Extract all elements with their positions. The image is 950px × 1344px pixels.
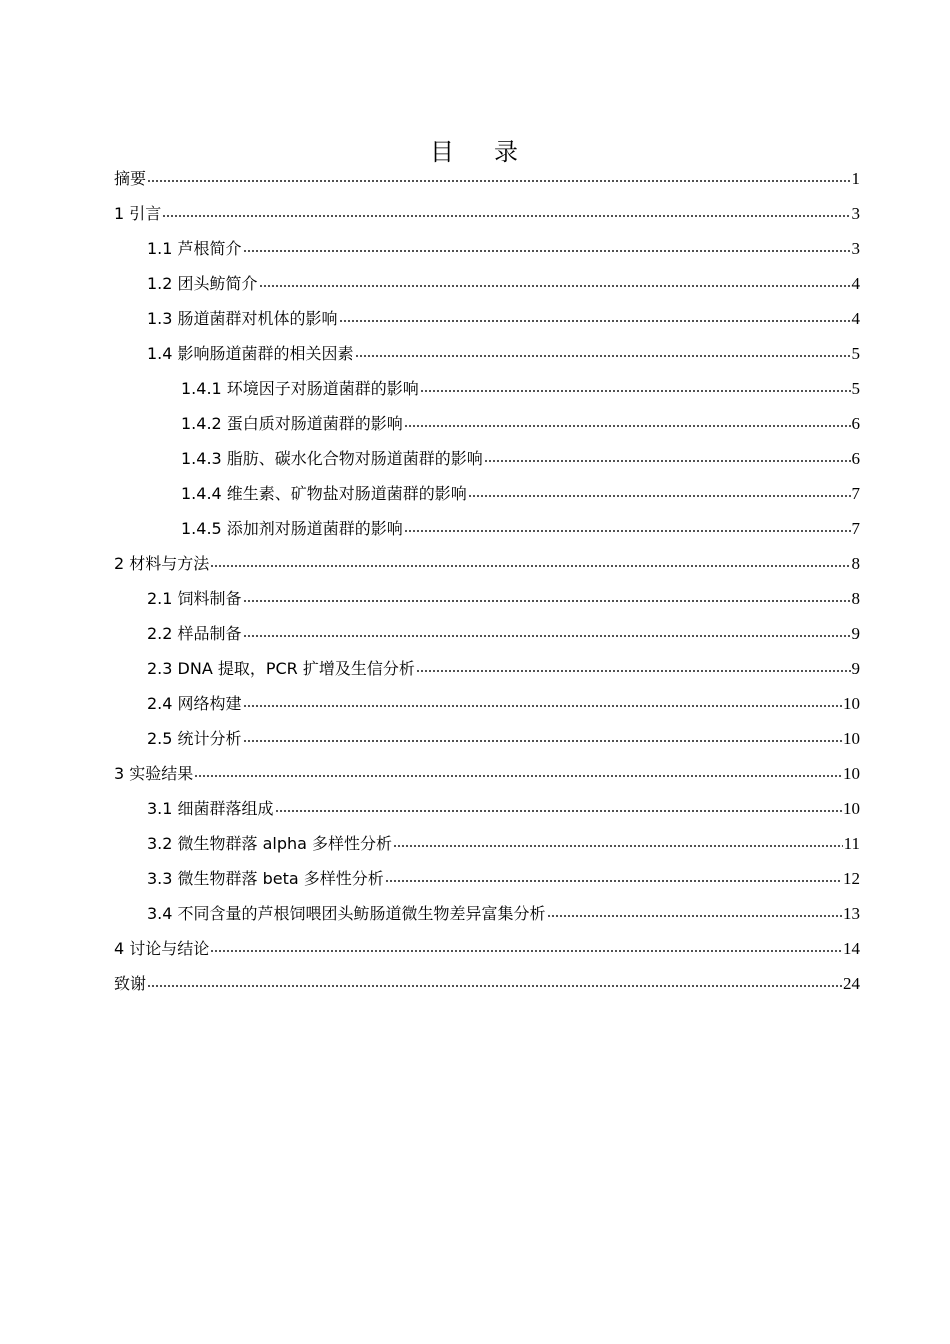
toc-entry-label: 1 引言 (114, 204, 162, 223)
toc-dot-leader (355, 354, 851, 358)
toc-entry[interactable] (114, 270, 860, 305)
toc-dot-leader (420, 389, 851, 393)
toc-entry-label: 2.4 网络构建 (147, 694, 242, 713)
toc-entry[interactable] (114, 550, 860, 585)
toc-dot-leader (547, 914, 842, 918)
toc-entry-label: 2 材料与方法 (114, 554, 210, 573)
toc-dot-leader (162, 214, 850, 218)
toc-entry-page-number: 12 (843, 869, 860, 888)
toc-entry[interactable] (114, 585, 860, 620)
toc-entry-page-number: 3 (851, 204, 860, 223)
toc-dot-leader (404, 424, 851, 428)
toc-entry-label: 1.4.4 维生素、矿物盐对肠道菌群的影响 (181, 484, 467, 503)
toc-entry[interactable] (114, 200, 860, 235)
toc-entry-label: 2.1 饲料制备 (147, 589, 242, 608)
toc-entry-label: 1.2 团头鲂简介 (147, 274, 258, 293)
toc-entry[interactable] (114, 655, 860, 690)
toc-dot-leader (194, 774, 842, 778)
toc-entry-label: 1.3 肠道菌群对机体的影响 (147, 309, 338, 328)
toc-entry-label: 3.4 不同含量的芦根饲喂团头鲂肠道微生物差异富集分析 (147, 904, 546, 923)
toc-entry-page-number: 6 (851, 414, 860, 433)
toc-entry-label: 致谢 (114, 974, 147, 993)
toc-entry-page-number: 5 (851, 344, 860, 363)
toc-entry[interactable] (114, 970, 860, 1005)
toc-entry-label: 4 讨论与结论 (114, 939, 210, 958)
toc-entry-page-number: 6 (851, 449, 860, 468)
toc-entry-page-number: 9 (851, 659, 860, 678)
toc-entry-label: 2.2 样品制备 (147, 624, 242, 643)
toc-entry-page-number: 7 (851, 519, 860, 538)
toc-dot-leader (259, 284, 851, 288)
toc-entry[interactable] (114, 445, 860, 480)
toc-entry-page-number: 10 (843, 694, 860, 713)
toc-entry[interactable] (114, 935, 860, 970)
toc-entry[interactable] (114, 795, 860, 830)
toc-entry[interactable] (114, 480, 860, 515)
toc-entry-page-number: 10 (843, 799, 860, 818)
toc-dot-leader (243, 249, 851, 253)
toc-dot-leader (210, 949, 842, 953)
toc-entry-page-number: 1 (851, 169, 860, 188)
toc-dot-leader (243, 739, 842, 743)
toc-dot-leader (147, 179, 850, 183)
toc-dot-leader (275, 809, 842, 813)
toc-entry[interactable] (114, 865, 860, 900)
toc-entry-label: 摘要 (114, 169, 147, 188)
toc-entry[interactable] (114, 690, 860, 725)
toc-dot-leader (416, 669, 851, 673)
toc-title (0, 135, 950, 169)
toc-dot-leader (339, 319, 851, 323)
toc-entry-label: 1.4.3 脂肪、碳水化合物对肠道菌群的影响 (181, 449, 483, 468)
toc-title-left: 目 (430, 138, 456, 166)
toc-dot-leader (393, 844, 843, 848)
toc-entry-label: 1.4.2 蛋白质对肠道菌群的影响 (181, 414, 403, 433)
toc-entry-page-number: 4 (851, 309, 860, 328)
toc-entry[interactable] (114, 725, 860, 760)
toc-dot-leader (385, 879, 842, 883)
toc-dot-leader (243, 599, 851, 603)
toc-entry[interactable] (114, 375, 860, 410)
toc-entry-label: 3.2 微生物群落 alpha 多样性分析 (147, 834, 393, 853)
toc-entry[interactable] (114, 165, 860, 200)
toc-entry-page-number: 8 (851, 554, 860, 573)
toc-entry-label: 1.4 影响肠道菌群的相关因素 (147, 344, 354, 363)
toc-dot-leader (210, 564, 850, 568)
toc-entry-page-number: 13 (843, 904, 860, 923)
table-of-contents (114, 165, 860, 1005)
toc-entry[interactable] (114, 340, 860, 375)
toc-entry-page-number: 10 (843, 764, 860, 783)
toc-entry[interactable] (114, 305, 860, 340)
toc-entry-page-number: 9 (851, 624, 860, 643)
toc-entry-label: 2.3 DNA 提取，PCR 扩增及生信分析 (147, 659, 415, 678)
toc-entry-page-number: 7 (851, 484, 860, 503)
toc-entry-page-number: 14 (843, 939, 860, 958)
toc-entry-label: 1.4.5 添加剂对肠道菌群的影响 (181, 519, 403, 538)
toc-dot-leader (243, 704, 842, 708)
toc-entry[interactable] (114, 235, 860, 270)
toc-entry-page-number: 5 (851, 379, 860, 398)
toc-entry-label: 1.4.1 环境因子对肠道菌群的影响 (181, 379, 419, 398)
toc-dot-leader (147, 984, 842, 988)
toc-dot-leader (243, 634, 851, 638)
toc-entry-page-number: 8 (851, 589, 860, 608)
toc-entry[interactable] (114, 830, 860, 865)
toc-entry-label: 3.1 细菌群落组成 (147, 799, 274, 818)
toc-entry[interactable] (114, 410, 860, 445)
toc-entry-label: 1.1 芦根简介 (147, 239, 242, 258)
toc-entry-page-number: 11 (843, 834, 860, 853)
toc-entry-label: 3.3 微生物群落 beta 多样性分析 (147, 869, 384, 888)
toc-entry-page-number: 4 (851, 274, 860, 293)
toc-title-right: 录 (494, 138, 520, 166)
toc-entry-label: 3 实验结果 (114, 764, 194, 783)
toc-entry[interactable] (114, 760, 860, 795)
toc-entry[interactable] (114, 900, 860, 935)
toc-entry-page-number: 3 (851, 239, 860, 258)
toc-dot-leader (404, 529, 851, 533)
toc-entry-page-number: 10 (843, 729, 860, 748)
toc-entry[interactable] (114, 515, 860, 550)
toc-entry[interactable] (114, 620, 860, 655)
toc-entry-page-number: 24 (843, 974, 860, 993)
toc-dot-leader (468, 494, 851, 498)
toc-entry-label: 2.5 统计分析 (147, 729, 242, 748)
toc-dot-leader (484, 459, 851, 463)
